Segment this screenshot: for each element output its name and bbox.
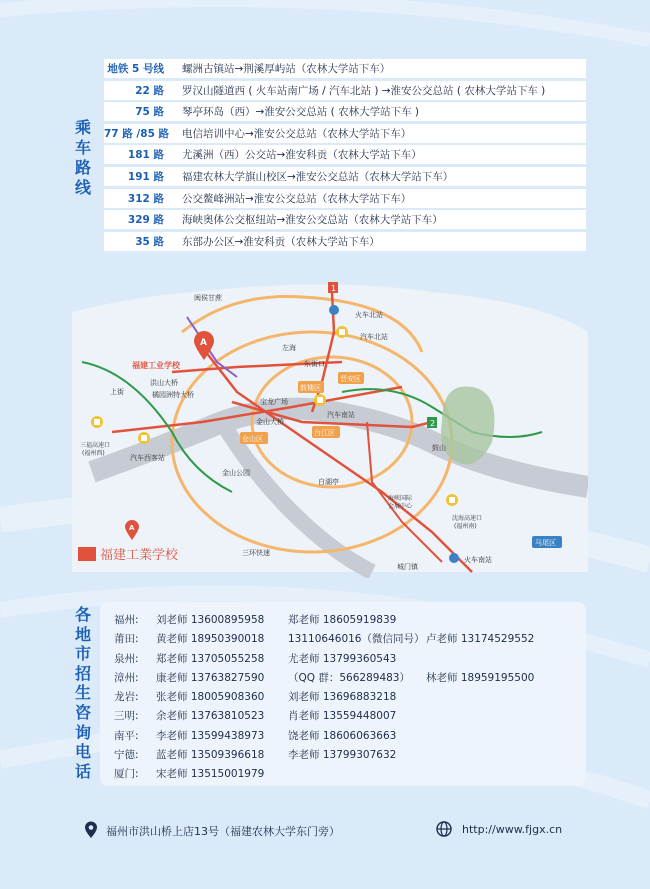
routes-title: [72, 118, 94, 198]
route-row: [104, 167, 586, 186]
route-description: 螺洲古镇站→荆溪厚屿站（农林大学站下车）: [182, 63, 391, 75]
route-description: 电信培训中心→淮安公交总站（农林大学站下车）: [182, 127, 412, 140]
contact-city: 三明:: [114, 710, 139, 723]
contacts-title-char: 各: [74, 605, 91, 624]
route-list: [104, 59, 586, 253]
route-number: 22 路: [135, 84, 164, 97]
route-row: [104, 102, 586, 121]
contacts-title-char: 地: [74, 624, 91, 644]
contact-city: 宁德:: [114, 749, 139, 762]
map-label: 橘园洲特大桥: [152, 391, 194, 399]
contact-city: 莆田:: [114, 633, 139, 646]
location-pin-icon: [84, 821, 98, 839]
map-label: 洪山大桥: [150, 379, 178, 387]
contact-phone: 李老师 13599438973: [156, 729, 265, 742]
route-row: [104, 232, 586, 251]
route-row: [104, 81, 586, 100]
line-2-label: 2: [430, 419, 436, 428]
train-icon: [329, 305, 339, 315]
routes-title-char: 车: [74, 138, 91, 157]
contact-phone: 李老师 13799307632: [288, 749, 397, 762]
footer: [84, 818, 584, 842]
map-label: 白湖亭: [318, 478, 339, 486]
contact-phone: 刘老师 13600895958: [156, 614, 265, 626]
map-label: 城门镇: [397, 563, 418, 571]
contacts-title-char: 咨: [74, 702, 91, 722]
map-label: 会展中心: [388, 503, 413, 510]
district-tag-gulou: 鼓楼区: [300, 384, 321, 392]
line-1-label: 1: [331, 284, 337, 293]
route-number: 191 路: [127, 170, 164, 183]
route-number: 312 路: [127, 192, 164, 205]
map-label: (福州南): [454, 523, 477, 530]
website-link[interactable]: http://www.fjgx.cn: [462, 823, 563, 836]
route-number: 75 路: [135, 106, 164, 119]
contact-phone: 卢老师 13174529552: [426, 633, 535, 646]
route-description: 福建农林大学旗山校区→淮安公交总站（农林大学站下车）: [182, 170, 454, 183]
map-svg: [72, 272, 588, 578]
route-description: 尤溪洲（西）公交站→淮安科贡（农林大学站下车）: [182, 149, 422, 162]
svg-text:A: A: [200, 338, 207, 348]
map-label: 闽侯甘蔗: [194, 294, 222, 302]
route-number: 181 路: [127, 149, 164, 162]
route-description: 琴亭环岛（西）→淮安公交总站 ( 农林大学站下车 ): [182, 106, 420, 119]
map-label: 宝龙广场: [260, 398, 288, 406]
contact-phone: 刘老师 13696883218: [288, 691, 397, 704]
address-text: 福州市洪山桥上店13号（福建农林大学东门旁）: [106, 825, 340, 838]
route-row: [104, 210, 586, 229]
contact-city: 厦门:: [114, 768, 139, 781]
routes-title-char: 乘: [74, 118, 91, 137]
route-number: 77 路 /85 路: [104, 127, 170, 140]
district-tag-cangshan: 仓山区: [242, 435, 263, 443]
contact-phone: 张老师 18005908360: [156, 691, 265, 704]
bus-icon: [336, 326, 348, 338]
routes-title-char: 线: [74, 178, 91, 197]
contact-city: 龙岩:: [114, 691, 139, 704]
contact-phone: （QQ 群：566289483）: [288, 671, 410, 684]
route-description: 海峡奥体公交枢纽站→淮安公交总站（农林大学站下车）: [182, 214, 443, 227]
map-label: 沈海高速口: [452, 515, 483, 522]
contacts-title: [72, 605, 94, 781]
map-label: 金山公园: [222, 469, 250, 477]
bus-icon: [91, 416, 103, 428]
route-number: 35 路: [135, 235, 164, 248]
globe-icon: [436, 821, 452, 837]
bus-icon: [314, 394, 326, 406]
contact-phone: 宋老师 13515001979: [156, 768, 265, 781]
contact-phone: 肖老师 13559448007: [288, 710, 397, 723]
map-label: 海峡国际: [388, 495, 413, 502]
map-label: 金山大桥: [256, 418, 284, 426]
contact-city: 南平:: [114, 729, 139, 742]
city-map: [72, 272, 588, 578]
routes-title-char: 路: [74, 158, 91, 177]
map-label: 汽车西客站: [130, 454, 165, 462]
contact-phone: 13110646016（微信同号）: [288, 633, 425, 646]
route-row: [104, 124, 586, 143]
contacts-title-char: 市: [74, 644, 91, 664]
contact-phone: 林老师 18959195500: [426, 671, 535, 684]
route-row: [104, 145, 586, 164]
map-label: 鼓山: [432, 444, 446, 452]
map-label: 火车北站: [355, 311, 383, 319]
contacts-title-char: 电: [74, 742, 91, 762]
district-tag-mawei: 马尾区: [535, 539, 556, 547]
school-label: 福建工业学校: [132, 361, 180, 370]
map-label: 东街口: [304, 360, 325, 368]
contact-phone: 黄老师 18950390018: [156, 633, 265, 646]
logo-text: 福建工業学校: [100, 548, 179, 563]
map-label: 左海: [282, 344, 296, 352]
svg-text:A: A: [129, 524, 135, 532]
map-label: 汽车南站: [327, 411, 355, 419]
contacts-title-char: 生: [74, 683, 91, 703]
route-row: [104, 59, 586, 78]
route-description: 罗汉山隧道西 ( 火车站南广场 / 汽车北站 ) →淮安公交总站 ( 农林大学站下车 ): [182, 84, 546, 97]
contact-city: 福州:: [114, 614, 139, 626]
route-row: [104, 189, 586, 208]
route-number: 329 路: [127, 214, 164, 227]
map-label: 三福高速口: [80, 442, 111, 449]
contacts-title-char: 话: [74, 761, 91, 781]
contact-phone: 康老师 13763827590: [156, 671, 265, 684]
contact-phone: 饶老师 18606063663: [288, 729, 397, 742]
map-label: 三环快速: [242, 549, 270, 557]
contact-phone: 余老师 13763810523: [156, 710, 265, 723]
contact-phone: 郑老师 18605919839: [288, 614, 397, 626]
contacts-title-char: 询: [74, 722, 91, 742]
route-description: 公交鳌峰洲站→淮安公交总站（农林大学站下车）: [182, 192, 412, 205]
contact-city: 漳州:: [114, 671, 139, 684]
map-label: 上街: [110, 388, 124, 396]
train-icon: [449, 553, 459, 563]
contacts-title-char: 招: [74, 663, 91, 683]
contact-phone: 蓝老师 13509396618: [156, 749, 265, 762]
contact-city: 泉州:: [114, 652, 139, 665]
map-label: (福州西): [82, 450, 105, 457]
district-tag-jinan: 晋安区: [340, 375, 361, 383]
district-tag-taijiang: 台江区: [314, 429, 335, 437]
route-description: 东部办公区→淮安科贡（农林大学站下车）: [182, 235, 380, 248]
route-number: 地铁 5 号线: [107, 63, 164, 75]
contact-phone: 尤老师 13799360543: [288, 652, 397, 665]
map-label: 汽车北站: [360, 333, 388, 341]
map-label: 火车南站: [464, 556, 492, 564]
contact-phone: 郑老师 13705055258: [156, 652, 265, 665]
bus-icon: [138, 432, 150, 444]
bus-icon: [446, 494, 458, 506]
